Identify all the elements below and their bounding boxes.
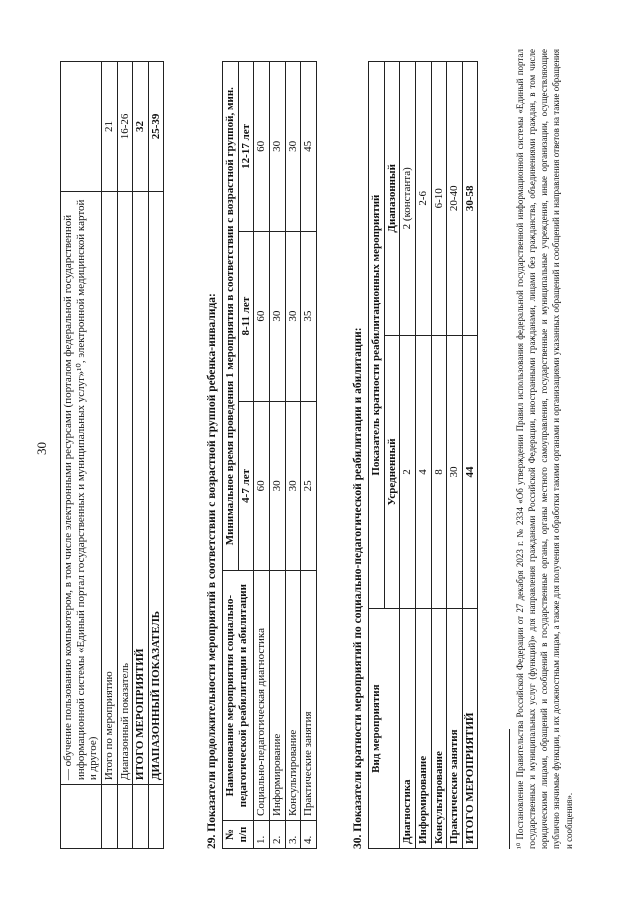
row-average: 44 <box>462 335 478 609</box>
table-duration <box>222 61 317 849</box>
footnote: ¹⁰ Постановление Правительства Российской Федерации от 27 декабря 2023 г. № 2334 «Об утверждении Правил использования федеральной государственной информационной системы «Единый портал государственных и муниципальных услуг (функций)» для направления гражданами Российской Федерации, иностранными гражданами, лицами без гражданства, объединениями граждан, в том числе юридическими лицами, обращений и сообщений в государственные органы, органы местного самоуправления, государственные и муниципальные учреждения, иные организации, осуществляющие публично значимые функции, и их должностным лицам, а также для получения и обработки такими органами и организациями указанных обращений и сообщений и направления ответов на такие обращения и сообщения». <box>515 49 574 849</box>
row-name: Консультирование <box>431 609 447 849</box>
row-value: 21 <box>101 62 117 192</box>
row-value: 30 <box>285 231 301 401</box>
col-rate: Показатель кратности реабилитационных мероприятий <box>369 62 385 609</box>
row-value: 30 <box>269 401 285 571</box>
table-row <box>133 62 149 849</box>
row-label: — обучение пользованию компьютером, в том числе электронными ресурсами (порталом федеральной государственной информационной системы «Единый портал государственных и муниципальных услуг»¹⁰, электронной медицинской картой и другое) <box>61 191 102 784</box>
row-value: 30 <box>285 401 301 571</box>
table-frequency <box>368 61 478 849</box>
table-row <box>117 62 133 849</box>
row-value: 25 <box>301 401 317 571</box>
row-value: 30 <box>269 62 285 232</box>
section-29-heading: 29. Показатели продолжительности мероприятий в соответствии с возрастной группой ребенка-инвалида: <box>206 293 218 849</box>
blank-cell <box>61 785 102 849</box>
table-row <box>301 62 317 849</box>
table-row <box>269 62 285 849</box>
row-range: 30-58 <box>462 62 478 336</box>
row-value: 30 <box>269 231 285 401</box>
blank-cell <box>101 785 117 849</box>
table-summary <box>60 61 164 849</box>
col-min-time: Минимальное время проведения 1 мероприятия в соответствии с возрастной группой, мин. <box>223 62 239 571</box>
row-range: 20-40 <box>447 62 463 336</box>
col-activity-name: Наименование мероприятия социально-педагогической реабилитации и абилитации <box>223 571 254 821</box>
table-row <box>285 62 301 849</box>
table-row <box>61 62 102 849</box>
row-value: 32 <box>133 62 149 192</box>
row-range: 2-6 <box>415 62 431 336</box>
page-number: 30 <box>34 442 49 455</box>
row-number: 2. <box>269 821 285 849</box>
row-average: 30 <box>447 335 463 609</box>
table-row <box>447 62 463 849</box>
row-average: 4 <box>415 335 431 609</box>
row-number: 1. <box>254 821 270 849</box>
row-name: Диагностика <box>400 609 416 849</box>
row-name: Информирование <box>415 609 431 849</box>
table-row <box>462 62 478 849</box>
table-row <box>148 62 164 849</box>
table-row <box>415 62 431 849</box>
row-name: Консультирование <box>285 571 301 821</box>
row-name: Практические занятия <box>301 571 317 821</box>
row-value: 35 <box>301 231 317 401</box>
row-name: Информирование <box>269 571 285 821</box>
section-30-heading: 30. Показатели кратности мероприятий по социально-педагогической реабилитации и абилитации: <box>352 327 364 849</box>
col-age-group: 4-7 лет <box>238 401 254 571</box>
row-number: 3. <box>285 821 301 849</box>
row-label: Итого по мероприятию <box>101 191 117 784</box>
row-label: Диапазонный показатель <box>117 191 133 784</box>
row-value: 60 <box>254 62 270 232</box>
row-value: 25-39 <box>148 62 164 192</box>
table-row <box>400 62 416 849</box>
row-average: 2 <box>400 335 416 609</box>
col-average: Усредненный <box>384 335 400 609</box>
row-value <box>61 62 102 192</box>
row-range: 2 (константа) <box>400 62 416 336</box>
col-activity-type: Вид мероприятия <box>369 609 400 849</box>
col-number: № п/п <box>223 821 254 849</box>
col-age-group: 12-17 лет <box>238 62 254 232</box>
row-average: 8 <box>431 335 447 609</box>
blank-cell <box>148 785 164 849</box>
table-row <box>431 62 447 849</box>
row-name: ИТОГО МЕРОПРИЯТИЙ <box>462 609 478 849</box>
row-label: ИТОГО МЕРОПРИЯТИЙ <box>133 191 149 784</box>
blank-cell <box>117 785 133 849</box>
row-name: Социально-педагогическая диагностика <box>254 571 270 821</box>
col-range: Диапазонный <box>384 62 400 336</box>
blank-cell <box>133 785 149 849</box>
footnote-separator <box>509 729 510 849</box>
row-value: 60 <box>254 231 270 401</box>
row-value: 30 <box>285 62 301 232</box>
row-value: 45 <box>301 62 317 232</box>
table-row <box>254 62 270 849</box>
row-label: ДИАПАЗОННЫЙ ПОКАЗАТЕЛЬ <box>148 191 164 784</box>
row-range: 6-10 <box>431 62 447 336</box>
row-value: 60 <box>254 401 270 571</box>
table-row <box>101 62 117 849</box>
row-value: 16-26 <box>117 62 133 192</box>
col-age-group: 8-11 лет <box>238 231 254 401</box>
row-name: Практические занятия <box>447 609 463 849</box>
row-number: 4. <box>301 821 317 849</box>
